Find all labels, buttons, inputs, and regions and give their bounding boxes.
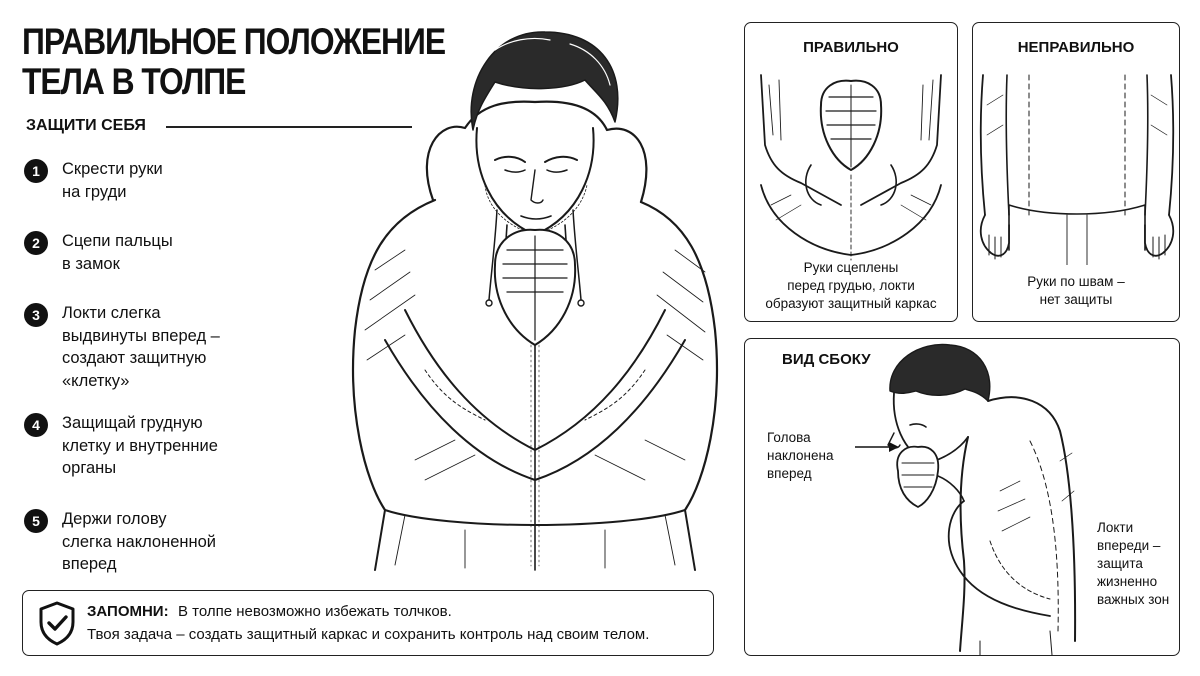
step-number-3: 3 xyxy=(24,303,48,327)
wrong-caption-line-2: нет защиты xyxy=(1039,292,1113,307)
step-2-line-1: Сцепи пальцы xyxy=(62,232,173,250)
step-number-5: 5 xyxy=(24,509,48,533)
step-text-3 xyxy=(62,302,220,392)
remember-box xyxy=(22,590,714,656)
correct-caption-line-3: образуют защитный каркас xyxy=(765,296,937,311)
correct-illustration xyxy=(751,65,951,265)
step-number-2: 2 xyxy=(24,231,48,255)
page-title-line-1: ПРАВИЛЬНОЕ ПОЛОЖЕНИЕ xyxy=(22,21,446,62)
head-note-line-3: вперед xyxy=(767,466,812,481)
elbow-note-line-5: важных зон xyxy=(1097,592,1170,607)
page-title xyxy=(22,21,446,102)
remember-line-2: Твоя задача – создать защитный каркас и сохранить контроль над своим телом. xyxy=(87,626,650,643)
elbow-note-line-2: впереди – xyxy=(1097,538,1161,553)
subtitle: ЗАЩИТИ СЕБЯ xyxy=(26,117,146,134)
step-text-2 xyxy=(62,230,173,275)
step-5-line-2: слегка наклоненной xyxy=(62,532,217,551)
step-3-line-3: создают защитную xyxy=(62,349,207,367)
step-1-line-2: на груди xyxy=(62,182,127,201)
elbow-note-line-4: жизненно xyxy=(1097,574,1158,589)
step-1-line-1: Скрести руки xyxy=(62,160,163,178)
step-4-line-3: органы xyxy=(62,459,117,477)
step-3-line-4: «клетку» xyxy=(62,371,130,390)
step-number-1: 1 xyxy=(24,159,48,183)
step-text-5 xyxy=(62,508,216,576)
head-note-line-2: наклонена xyxy=(767,448,834,463)
remember-line-1: В толпе невозможно избежать толчков. xyxy=(178,603,452,620)
step-text-4 xyxy=(62,412,218,480)
correct-heading: ПРАВИЛЬНО xyxy=(803,39,899,56)
step-5-line-1: Держи голову xyxy=(62,510,167,528)
man-illustration xyxy=(345,10,725,575)
step-2-line-2: в замок xyxy=(62,254,120,273)
elbow-note-line-3: защита xyxy=(1097,556,1143,571)
wrong-caption-line-1: Руки по швам – xyxy=(1027,274,1125,289)
wrong-illustration xyxy=(977,65,1177,265)
remember-label: ЗАПОМНИ: xyxy=(87,603,169,620)
wrong-heading: НЕПРАВИЛЬНО xyxy=(1017,39,1135,56)
side-view-panel xyxy=(744,338,1180,656)
shield-check-icon xyxy=(37,600,77,646)
side-view-illustration xyxy=(880,341,1105,655)
elbow-note-line-1: Локти xyxy=(1097,520,1134,535)
step-3-line-1: Локти слегка xyxy=(62,304,161,322)
wrong-panel xyxy=(972,22,1180,322)
elbow-note xyxy=(1097,519,1169,609)
step-4-line-1: Защищай грудную xyxy=(62,414,203,432)
step-5-line-3: вперед xyxy=(62,555,117,573)
step-text-1 xyxy=(62,158,163,203)
step-number-4: 4 xyxy=(24,413,48,437)
side-view-heading: ВИД СБОКУ xyxy=(782,351,871,368)
step-3-line-2: выдвинуты вперед – xyxy=(62,326,220,345)
step-4-line-2: клетку и внутренние xyxy=(62,436,218,455)
head-note-line-1: Голова xyxy=(767,430,811,445)
correct-caption-line-1: Руки сцеплены xyxy=(803,260,899,275)
correct-panel xyxy=(744,22,958,322)
correct-caption xyxy=(745,259,957,313)
wrong-caption xyxy=(973,273,1179,309)
page-title-line-2: ТЕЛА В ТОЛПЕ xyxy=(22,61,246,102)
head-note xyxy=(767,429,834,483)
correct-caption-line-2: перед грудью, локти xyxy=(787,278,915,293)
